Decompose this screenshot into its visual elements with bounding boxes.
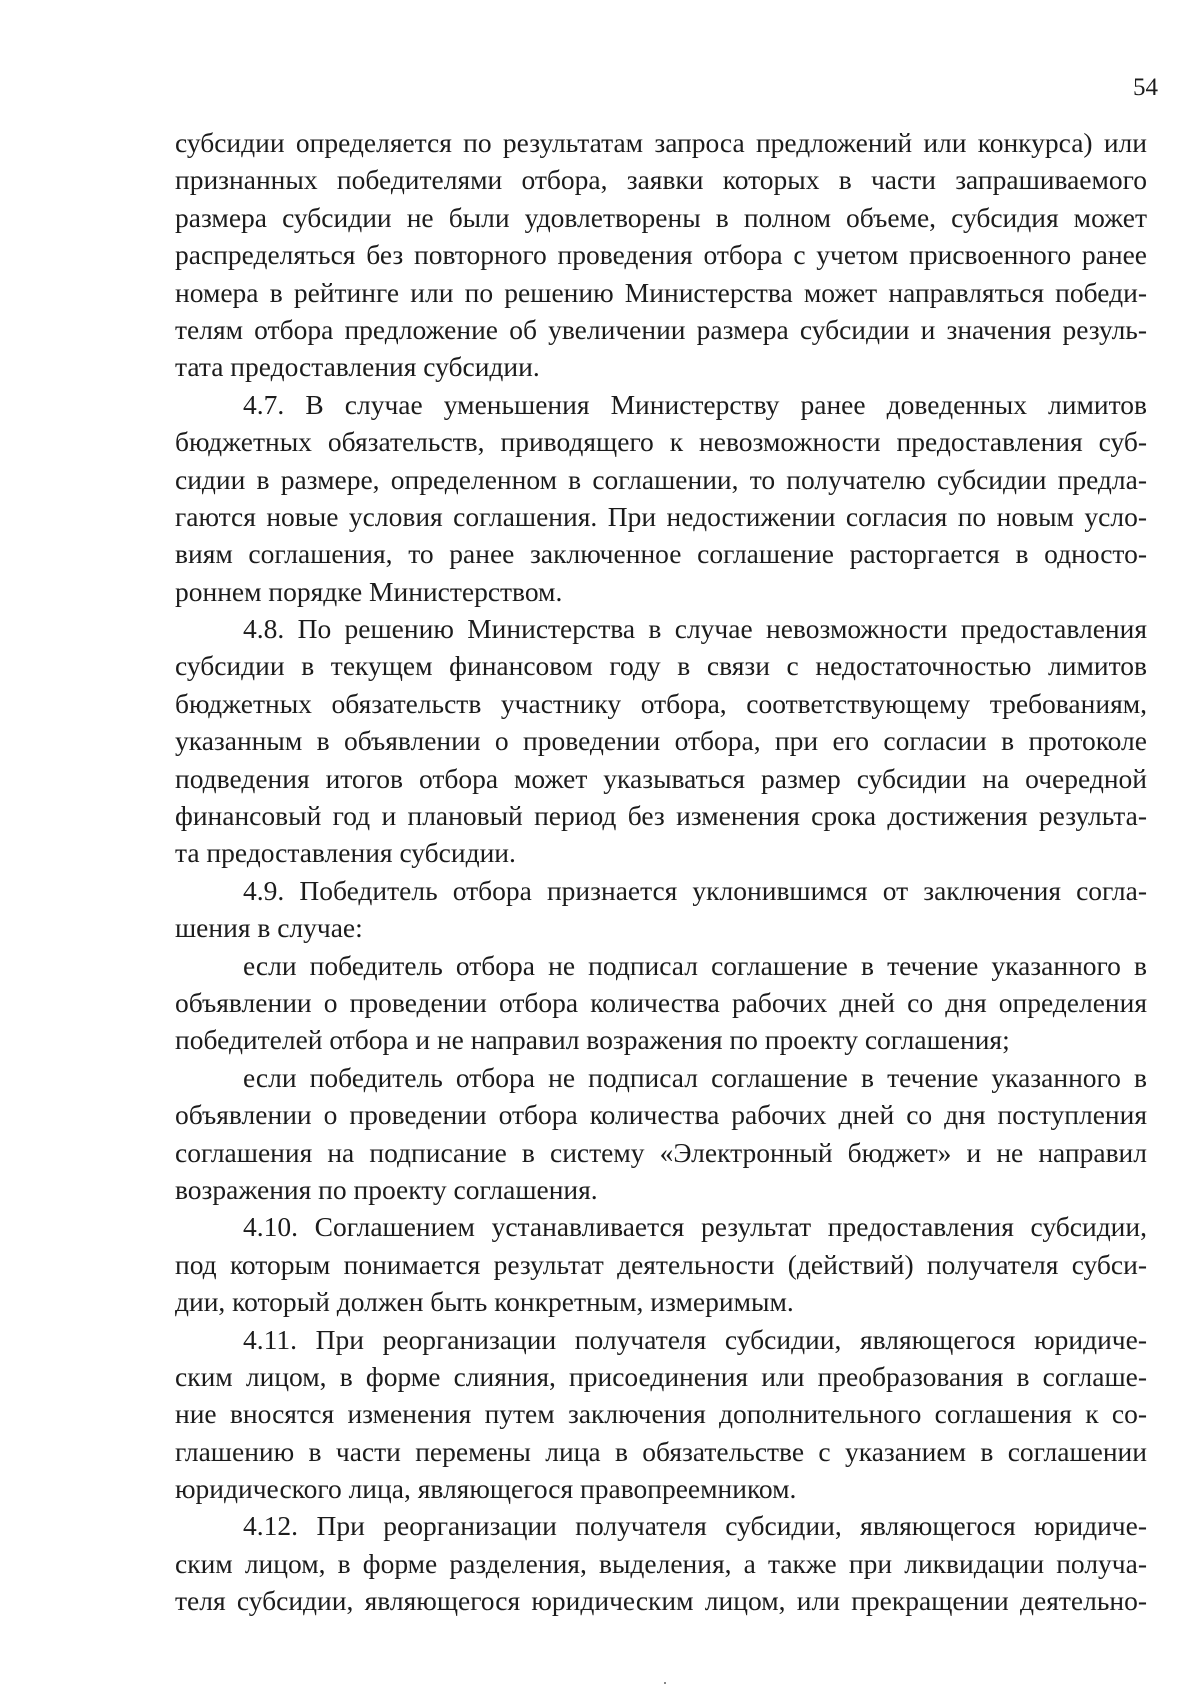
text-line: объявлении о проведении отбора количества рабочих дней со дня определения [175, 986, 1147, 1018]
text-line: номера в рейтинге или по решению Министерства может направляться победи- [175, 276, 1147, 308]
text-line: тата предоставления субсидии. [175, 351, 540, 383]
text-line: 4.7. В случае уменьшения Министерству ранее доведенных лимитов [243, 388, 1147, 420]
text-line: 4.9. Победитель отбора признается уклонившимся от заключения согла- [243, 874, 1147, 906]
paragraph [175, 947, 1147, 1059]
text-line: ским лицом, в форме разделения, выделения, а также при ликвидации получа- [175, 1547, 1147, 1579]
text-line: подведения итогов отбора может указываться размер субсидии на очередной [175, 762, 1147, 794]
text-line: размера субсидии не были удовлетворены в полном объеме, субсидия может [175, 201, 1147, 233]
paragraph [175, 124, 1147, 386]
paragraph [175, 610, 1147, 872]
text-line: виям соглашения, то ранее заключенное соглашение расторгается в односто- [175, 538, 1147, 570]
text-line: бюджетных обязательств участнику отбора, соответствующему требованиям, [175, 687, 1147, 719]
paragraph [175, 872, 1147, 947]
text-line: финансовый год и плановый период без изменения срока достижения результа- [175, 800, 1147, 832]
text-line: субсидии определяется по результатам запроса предложений или конкурса) или [175, 127, 1147, 158]
document-body [175, 124, 1147, 1620]
text-line: глашению в части перемены лица в обязательстве с указанием в соглашении [175, 1435, 1147, 1467]
text-line: указанным в объявлении о проведении отбора, при его согласии в протоколе [175, 725, 1147, 757]
text-line: если победитель отбора не подписал соглашение в течение указанного в [243, 949, 1147, 981]
text-line: 4.10. Соглашением устанавливается результат предоставления субсидии, [243, 1211, 1147, 1243]
page-number: 54 [1133, 74, 1158, 101]
text-line: под которым понимается результат деятельности (действий) получателя субси- [175, 1248, 1147, 1280]
text-line: 4.8. По решению Министерства в случае невозможности предоставления [243, 613, 1147, 645]
text-line: роннем порядке Министерством. [175, 575, 563, 607]
text-line: субсидии в текущем финансовом году в связи с недостаточностью лимитов [175, 650, 1147, 682]
text-line: объявлении о проведении отбора количества рабочих дней со дня поступления [175, 1099, 1147, 1131]
text-line: ние вносятся изменения путем заключения дополнительного соглашения к со- [175, 1398, 1147, 1430]
scan-speck [664, 1682, 666, 1684]
text-line: соглашения на подписание в систему «Электронный бюджет» и не направил [175, 1136, 1147, 1168]
text-line: ским лицом, в форме слияния, присоединения или преобразования в соглаше- [175, 1360, 1147, 1392]
paragraph [175, 1321, 1147, 1508]
text-line: 4.12. При реорганизации получателя субсидии, являющегося юридиче- [243, 1510, 1147, 1542]
text-line: победителей отбора и не направил возражения по проекту соглашения; [175, 1024, 1010, 1056]
paragraph [175, 1059, 1147, 1209]
text-line: 4.11. При реорганизации получателя субсидии, являющегося юридиче- [243, 1323, 1147, 1355]
text-line: теля субсидии, являющегося юридическим лицом, или прекращении деятельно- [175, 1585, 1147, 1617]
text-line: возражения по проекту соглашения. [175, 1173, 598, 1205]
paragraph [175, 386, 1147, 610]
text-line: юридического лица, являющегося правопреемником. [175, 1473, 797, 1505]
paragraph [175, 1208, 1147, 1320]
text-line: признанных победителями отбора, заявки которых в части запрашиваемого [175, 164, 1147, 196]
text-line: дии, который должен быть конкретным, измеримым. [175, 1286, 794, 1318]
text-line: телям отбора предложение об увеличении размера субсидии и значения резуль- [175, 313, 1147, 345]
text-line: распределяться без повторного проведения отбора с учетом присвоенного ранее [175, 239, 1147, 271]
text-line: шения в случае: [175, 912, 363, 944]
paragraph [175, 1507, 1147, 1619]
text-line: сидии в размере, определенном в соглашении, то получателю субсидии предла- [175, 463, 1147, 495]
text-line: та предоставления субсидии. [175, 837, 516, 869]
text-line: гаются новые условия соглашения. При недостижении согласия по новым усло- [175, 500, 1147, 532]
text-line: если победитель отбора не подписал соглашение в течение указанного в [243, 1061, 1147, 1093]
text-line: бюджетных обязательств, приводящего к невозможности предоставления суб- [175, 426, 1147, 458]
